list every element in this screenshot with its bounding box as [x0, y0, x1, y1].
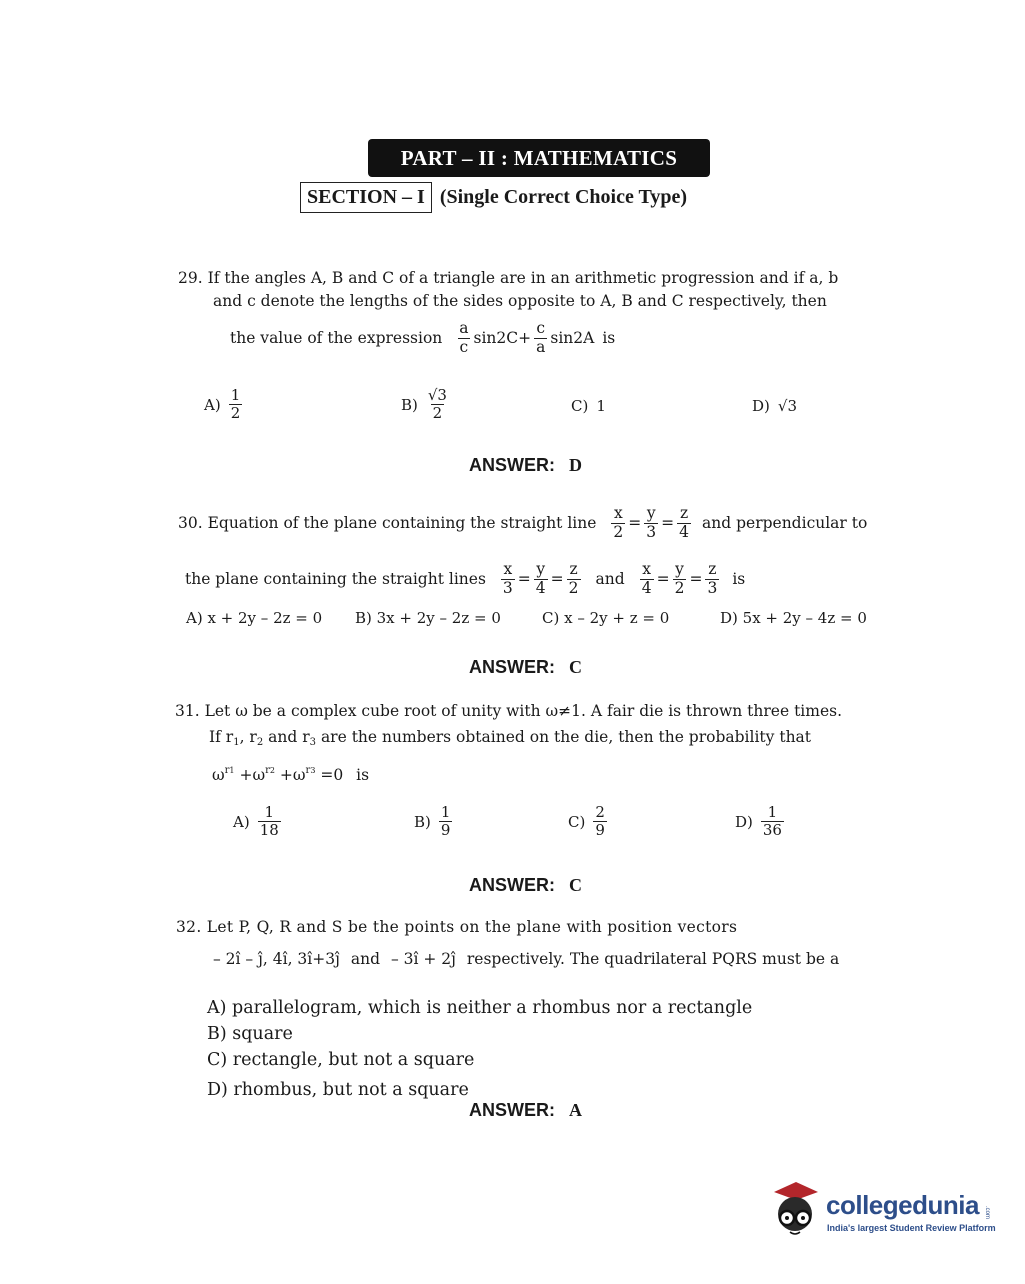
q32-option-c: C) rectangle, but not a square [207, 1050, 475, 1070]
q29-frac-a-over-c: $\frac{a}{c}$ [459, 319, 469, 356]
q29-answer: ANSWER: D [469, 455, 582, 475]
q32-line1: 32. Let P, Q, R and S be the points on the plane with position vectors [176, 918, 738, 936]
q32-options [207, 995, 752, 1103]
q31-option-c: C) $\frac{2}{9}$ [568, 803, 605, 839]
q31-line2: If $r_1$, $r_2$ and $r_3$ are the numbers obtained on the die, then the probability that [209, 728, 812, 748]
brand-tagline: India's largest Student Review Platform [827, 1223, 996, 1233]
part-title: PART – II : MATHEMATICS [368, 139, 710, 177]
section-label: SECTION – I [300, 182, 432, 213]
q30-option-b: B) 3x + 2y – 2z = 0 [355, 609, 501, 627]
q32-line2: – 2î – ĵ, 4î, 3î+3ĵ and – 3î + 2ĵ respectively. The quadrilateral PQRS must be a [213, 950, 840, 968]
q32-option-a: A) parallelogram, which is neither a rhombus nor a rectangle [207, 998, 753, 1018]
q29-option-c: C) 1 [571, 397, 606, 415]
q29-suffix: is [602, 328, 616, 347]
collegedunia-logo [766, 1176, 996, 1246]
q29-option-b: B) $\frac{√3}{2}$ [401, 386, 447, 422]
q29-option-a: A) $\frac{1}{2}$ [204, 386, 241, 422]
q30-option-c: C) x – 2y + z = 0 [542, 609, 670, 627]
q32-answer: ANSWER: A [469, 1100, 582, 1120]
q29-option-d: D) √3 [752, 397, 797, 415]
q29-line3-prefix: the value of the expression [230, 328, 443, 347]
q31-option-d: D) $\frac{1}{36}$ [735, 803, 782, 839]
q29-frac-c-over-a: $\frac{c}{a}$ [536, 319, 546, 356]
q30-option-a: A) x + 2y – 2z = 0 [186, 609, 323, 627]
q31-option-b: B) $\frac{1}{9}$ [414, 803, 451, 839]
q29-term1: sin2C+ [473, 328, 532, 347]
q29-expression-line [230, 321, 615, 355]
brand-name: collegedunia [826, 1190, 979, 1220]
q32-option-b: B) square [207, 1024, 293, 1044]
q30-line1: 30. Equation of the plane containing the straight line $\frac{x}{2}$ = $\frac{y}{3}$ = $\frac{z}{4}$ and perpendicular to [178, 504, 868, 541]
q29-line1: 29. If the angles A, B and C of a triangle are in an arithmetic progression and if a, b [178, 269, 839, 287]
section-description: (Single Correct Choice Type) [439, 185, 687, 208]
q31-option-a: A) $\frac{1}{18}$ [233, 803, 279, 839]
section-heading [300, 180, 687, 214]
q29-term2: sin2A [550, 328, 595, 347]
q30-option-d: D) 5x + 2y – 4z = 0 [720, 609, 867, 627]
q31-equation: $\omega^{r1} +\omega^{r2} +\omega^{r3} =0$ is [212, 765, 370, 784]
q31-answer: ANSWER: C [469, 875, 582, 895]
q29-line2: and c denote the lengths of the sides opposite to A, B and C respectively, then [213, 292, 827, 310]
brand-com: .com [984, 1206, 990, 1220]
q30-line2: the plane containing the straight lines $\frac{x}{3}$ = $\frac{y}{4}$ = $\frac{z}{2}$ and $\frac{x}{4}$ = $\frac{y}{2}$ = $\frac{z}{3}$ is [185, 560, 746, 597]
q32-option-d: D) rhombus, but not a square [207, 1080, 469, 1100]
q30-answer: ANSWER: C [469, 657, 582, 677]
mascot-icon [766, 1176, 826, 1246]
q31-line1: 31. Let ω be a complex cube root of unity with ω≠1. A fair die is thrown three times. [175, 702, 843, 720]
